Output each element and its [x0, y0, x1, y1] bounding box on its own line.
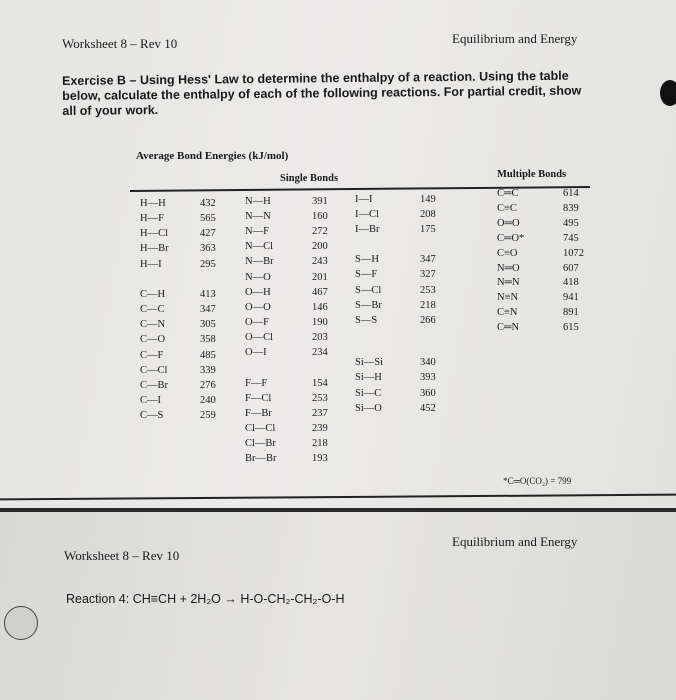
- multiple-bond-label: C≡O: [497, 247, 518, 259]
- bond-label: H—Br: [140, 243, 169, 255]
- multiple-bond-energy-value: 495: [563, 217, 579, 229]
- bond-label: C—N: [140, 319, 166, 331]
- bond-energy-value: 175: [420, 223, 436, 235]
- bond-label: S—Cl: [355, 284, 382, 296]
- bond-energy-value: 339: [200, 364, 216, 376]
- bond-energy-value: 239: [312, 423, 328, 435]
- bond-label: C—S: [140, 410, 164, 422]
- bond-energy-value: 276: [200, 379, 216, 391]
- reaction-4: Reaction 4: CH≡CH + 2H₂O → H-O-CH₂-CH₂-O-H: [66, 592, 345, 606]
- bond-label: C—Cl: [140, 364, 168, 376]
- bond-label: N—H: [245, 195, 271, 207]
- header-left: Worksheet 8 – Rev 10: [62, 36, 178, 51]
- bond-energy-value: 327: [420, 269, 436, 281]
- multiple-bond-label: C═C: [497, 188, 519, 199]
- bond-label: Si—C: [355, 387, 382, 399]
- multiple-bond-energy-value: 615: [563, 322, 579, 334]
- bond-energy-value: 427: [200, 228, 216, 240]
- bond-label: S—S: [355, 314, 378, 326]
- bond-label: N—F: [245, 226, 269, 238]
- multiple-bond-label: C≡C: [497, 202, 517, 214]
- header-left: Worksheet 8 – Rev 10: [64, 548, 180, 563]
- bond-label: N—N: [245, 210, 271, 222]
- bond-label: I—Br: [355, 223, 380, 235]
- multiple-bond-label: C═N: [497, 322, 520, 334]
- header-rule: [130, 186, 590, 192]
- bond-label: Si—Si: [355, 357, 384, 369]
- bond-energy-value: 305: [200, 319, 216, 331]
- bond-energy-value: 240: [200, 394, 216, 406]
- bond-label: Cl—Cl: [245, 423, 276, 435]
- header-right: Equilibrium and Energy: [452, 31, 578, 46]
- bond-label: O—H: [245, 286, 271, 298]
- bond-label: C—O: [140, 334, 166, 346]
- bond-energy-value: 146: [312, 301, 328, 313]
- multiple-bond-energy-value: 607: [563, 262, 579, 274]
- bond-energy-value: 340: [420, 357, 436, 369]
- bond-label: C—I: [140, 394, 161, 406]
- bond-energy-value: 259: [200, 410, 216, 422]
- instruction-line: all of your work.: [62, 102, 159, 118]
- bond-label: N—Br: [245, 256, 274, 268]
- bond-energy-value: 485: [200, 349, 216, 361]
- bond-energy-value: 347: [200, 304, 216, 316]
- bond-energy-value: 218: [420, 299, 436, 311]
- multiple-bond-label: O═O: [497, 217, 520, 229]
- instruction-line: below, calculate the enthalpy of each of the following reactions. For partial credit, show: [62, 83, 582, 103]
- bond-label: F—F: [245, 377, 268, 389]
- bond-label: O—F: [245, 317, 269, 328]
- page-rule: [0, 494, 676, 500]
- bond-label: F—Br: [245, 407, 272, 419]
- footnote: *C═O(CO₂) = 799: [503, 476, 572, 486]
- multiple-bond-energy-value: 745: [563, 232, 579, 244]
- bond-label: S—F: [355, 269, 378, 281]
- bond-label: Br—Br: [245, 453, 277, 465]
- binder-hole: [660, 80, 676, 106]
- header-right: Equilibrium and Energy: [452, 534, 578, 549]
- multiple-bond-label: N═N: [497, 277, 520, 289]
- bond-energy-value: 266: [420, 314, 436, 326]
- bond-label: F—Cl: [245, 392, 272, 404]
- multiple-bond-energy-value: 614: [563, 188, 579, 199]
- bond-energy-value: 203: [312, 332, 328, 344]
- bond-energy-value: 200: [312, 241, 328, 253]
- bond-energy-value: 272: [312, 226, 328, 238]
- worksheet-page-2: [0, 512, 676, 700]
- bond-label: H—I: [140, 258, 162, 270]
- bond-label: C—Br: [140, 379, 169, 391]
- multiple-bond-energy-value: 891: [563, 307, 579, 319]
- bond-energy-value: 393: [420, 372, 436, 384]
- bond-energy-value: 413: [200, 288, 216, 300]
- multiple-bond-label: N═O: [497, 262, 520, 274]
- bond-energy-value: 234: [312, 347, 328, 359]
- multiple-bond-energy-value: 941: [563, 292, 579, 304]
- bond-energy-value: 347: [420, 254, 436, 266]
- bond-label: S—Br: [355, 299, 382, 311]
- bond-energy-value: 201: [312, 271, 328, 283]
- bond-label: Si—O: [355, 402, 382, 414]
- bond-energy-value: 154: [312, 377, 328, 389]
- table-title: Average Bond Energies (kJ/mol): [136, 150, 289, 162]
- bond-energy-value: 363: [200, 243, 216, 255]
- bond-energy-value: 208: [420, 208, 436, 220]
- bond-energy-value: 295: [200, 258, 216, 270]
- bond-energy-value: 467: [312, 286, 328, 298]
- bond-label: O—O: [245, 301, 271, 313]
- bond-energy-value: 432: [200, 198, 216, 209]
- bond-energy-value: 360: [420, 387, 436, 399]
- bond-energy-value: 149: [420, 193, 436, 205]
- bond-label: N—O: [245, 271, 271, 283]
- multiple-bond-label: C═O*: [497, 232, 525, 244]
- bond-label: I—Cl: [355, 208, 379, 220]
- instructions: [62, 69, 582, 119]
- multiple-bond-energy-value: 1072: [563, 247, 584, 259]
- instruction-line: Exercise B – Using Hess' Law to determine the enthalpy of a reaction. Using the table: [62, 68, 569, 88]
- bond-energy-value: 253: [420, 284, 436, 296]
- multiple-bond-energy-value: 839: [563, 202, 579, 214]
- bond-label: I—I: [355, 193, 373, 205]
- bond-energy-value: 253: [312, 392, 328, 404]
- single-bonds-header: Single Bonds: [280, 173, 339, 184]
- bond-label: N—Cl: [245, 241, 274, 253]
- bond-energy-value: 391: [312, 195, 328, 207]
- bond-label: Si—H: [355, 372, 382, 384]
- bond-energy-value: 243: [312, 256, 328, 268]
- bond-label: O—I: [245, 347, 267, 359]
- bond-label: C—H: [140, 288, 166, 300]
- bond-energy-value: 358: [200, 334, 216, 346]
- bond-energy-value: 237: [312, 407, 328, 419]
- bond-label: H—F: [140, 213, 164, 225]
- bond-energy-value: 190: [312, 317, 328, 328]
- bond-label: C—F: [140, 349, 164, 361]
- bond-label: O—Cl: [245, 332, 274, 344]
- bond-label: H—H: [140, 198, 166, 209]
- bond-energy-value: 160: [312, 210, 328, 222]
- binder-hole: [4, 606, 38, 640]
- bond-energy-value: 193: [312, 453, 328, 465]
- multiple-bond-label: C≡N: [497, 307, 518, 319]
- bond-energy-value: 452: [420, 402, 436, 414]
- bond-label: S—H: [355, 254, 379, 266]
- multiple-bond-label: N≡N: [497, 292, 519, 304]
- bond-label: H—Cl: [140, 228, 169, 240]
- bond-label: C—C: [140, 304, 165, 316]
- bond-energy-value: 218: [312, 438, 328, 450]
- bond-label: Cl—Br: [245, 438, 276, 450]
- multiple-bond-energy-value: 418: [563, 277, 579, 289]
- bond-energy-value: 565: [200, 213, 216, 225]
- multiple-bonds-header: Multiple Bonds: [497, 169, 567, 180]
